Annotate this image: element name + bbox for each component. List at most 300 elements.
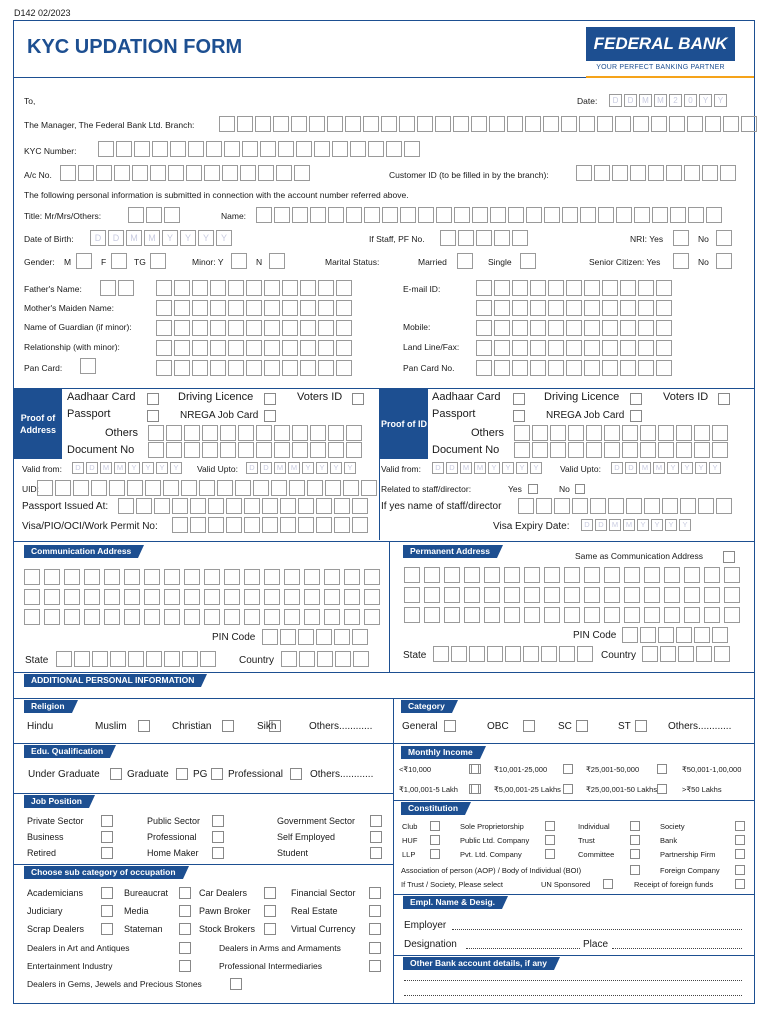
input-box[interactable] [444,567,460,583]
date-char-box[interactable]: M [144,230,160,246]
input-box[interactable] [336,320,352,336]
input-box[interactable] [344,609,360,625]
input-box[interactable] [472,207,488,223]
input-box[interactable] [73,480,89,496]
input-box[interactable] [469,646,485,662]
uid-field[interactable] [37,480,379,496]
poi-nrega-checkbox[interactable] [630,410,642,422]
input-box[interactable] [424,587,440,603]
input-box[interactable] [584,300,600,316]
input-box[interactable] [684,567,700,583]
input-box[interactable] [706,207,722,223]
input-box[interactable] [145,480,161,496]
input-box[interactable] [716,498,732,514]
input-box[interactable] [132,165,148,181]
input-box[interactable] [644,587,660,603]
input-box[interactable] [328,442,344,458]
input-box[interactable] [344,569,360,585]
input-box[interactable] [64,589,80,605]
foreign-checkbox[interactable] [735,865,745,875]
input-box[interactable] [281,651,297,667]
date-char-box[interactable]: D [595,519,607,531]
input-box[interactable] [199,480,215,496]
date-char-box[interactable]: Y [679,519,691,531]
input-box[interactable] [334,517,350,533]
input-box[interactable] [487,646,503,662]
input-box[interactable] [318,360,334,376]
input-box[interactable] [314,141,330,157]
input-box[interactable] [316,629,332,645]
input-box[interactable] [620,360,636,376]
input-box[interactable] [298,517,314,533]
input-box[interactable] [598,207,614,223]
input-box[interactable] [476,300,492,316]
input-box[interactable] [490,207,506,223]
option-checkbox[interactable] [369,905,381,917]
input-box[interactable] [217,480,233,496]
input-box[interactable] [219,116,235,132]
date-char-box[interactable]: Y [198,230,214,246]
input-box[interactable] [457,253,473,269]
input-box[interactable] [224,589,240,605]
date-char-box[interactable]: D [246,462,258,474]
input-box[interactable] [76,253,92,269]
nri-yes-box[interactable] [673,230,691,246]
option-checkbox[interactable] [630,849,640,859]
input-box[interactable] [204,609,220,625]
input-box[interactable] [260,141,276,157]
option-checkbox[interactable] [444,720,456,732]
input-box[interactable] [316,517,332,533]
married-box[interactable] [457,253,475,269]
perm-country-field[interactable] [642,646,732,662]
input-box[interactable] [92,651,108,667]
input-box[interactable] [324,569,340,585]
input-box[interactable] [104,589,120,605]
input-box[interactable] [334,498,350,514]
input-box[interactable] [258,165,274,181]
option-checkbox[interactable] [630,821,640,831]
poi-valid-from-field[interactable] [432,462,544,474]
poa-valid-upto-field[interactable] [246,462,358,474]
input-box[interactable] [273,116,289,132]
input-box[interactable] [346,425,362,441]
input-box[interactable] [566,360,582,376]
input-box[interactable] [332,141,348,157]
input-box[interactable] [346,442,362,458]
input-box[interactable] [84,569,100,585]
input-box[interactable] [44,589,60,605]
input-box[interactable] [192,360,208,376]
input-box[interactable] [604,607,620,623]
date-char-box[interactable]: Y [699,94,712,107]
input-box[interactable] [110,651,126,667]
date-char-box[interactable]: D [260,462,272,474]
option-checkbox[interactable] [138,720,150,732]
input-box[interactable] [616,207,632,223]
input-box[interactable] [166,425,182,441]
input-box[interactable] [417,116,433,132]
comm-pin-field[interactable] [262,629,370,645]
input-box[interactable] [424,567,440,583]
input-box[interactable] [505,646,521,662]
input-box[interactable] [544,567,560,583]
input-box[interactable] [577,646,593,662]
input-box[interactable] [228,360,244,376]
input-box[interactable] [604,442,620,458]
date-char-box[interactable]: Y [530,462,542,474]
poa-driving-checkbox[interactable] [264,393,276,405]
input-box[interactable] [64,569,80,585]
input-box[interactable] [202,425,218,441]
designation-line[interactable] [466,948,580,949]
input-box[interactable] [328,425,344,441]
option-checkbox[interactable] [370,831,382,843]
input-box[interactable] [566,320,582,336]
date-char-box[interactable]: M [460,462,472,474]
date-char-box[interactable]: M [474,462,486,474]
input-box[interactable] [624,607,640,623]
input-box[interactable] [714,646,730,662]
input-box[interactable] [476,280,492,296]
input-box[interactable] [210,340,226,356]
staff-pf-field[interactable] [440,230,530,246]
input-box[interactable] [174,280,190,296]
input-box[interactable] [524,567,540,583]
input-box[interactable] [451,646,467,662]
input-box[interactable] [590,498,606,514]
option-checkbox[interactable] [545,849,555,859]
date-char-box[interactable]: Y [695,462,707,474]
date-char-box[interactable]: Y [502,462,514,474]
input-box[interactable] [156,360,172,376]
input-box[interactable] [84,589,100,605]
input-box[interactable] [620,300,636,316]
input-box[interactable] [166,442,182,458]
input-box[interactable] [694,442,710,458]
input-box[interactable] [238,425,254,441]
option-checkbox[interactable] [370,815,382,827]
option-checkbox[interactable] [211,768,223,780]
input-box[interactable] [544,607,560,623]
input-box[interactable] [156,280,172,296]
input-box[interactable] [678,646,694,662]
input-box[interactable] [741,116,757,132]
input-box[interactable] [256,425,272,441]
input-box[interactable] [544,587,560,603]
input-box[interactable] [712,442,728,458]
date-char-box[interactable]: D [432,462,444,474]
pan-box[interactable] [80,358,98,374]
input-box[interactable] [174,360,190,376]
date-char-box[interactable]: D [611,462,623,474]
input-box[interactable] [208,517,224,533]
input-box[interactable] [548,360,564,376]
input-box[interactable] [435,116,451,132]
input-box[interactable] [325,480,341,496]
option-checkbox[interactable] [101,831,113,843]
poa-others-field[interactable] [148,425,364,441]
input-box[interactable] [604,567,620,583]
option-checkbox[interactable] [264,905,276,917]
input-box[interactable] [156,320,172,336]
input-box[interactable] [310,442,326,458]
input-box[interactable] [584,567,600,583]
input-box[interactable] [530,320,546,336]
input-box[interactable] [664,567,680,583]
input-box[interactable] [264,280,280,296]
input-box[interactable] [256,442,272,458]
input-box[interactable] [512,340,528,356]
input-box[interactable] [144,609,160,625]
input-box[interactable] [724,587,740,603]
input-box[interactable] [494,280,510,296]
input-box[interactable] [224,141,240,157]
option-checkbox[interactable] [430,849,440,859]
input-box[interactable] [404,141,420,157]
input-box[interactable] [164,569,180,585]
input-box[interactable] [24,569,40,585]
input-box[interactable] [543,116,559,132]
input-box[interactable] [56,651,72,667]
input-box[interactable] [634,207,650,223]
input-box[interactable] [235,480,251,496]
input-box[interactable] [222,165,238,181]
input-box[interactable] [255,116,271,132]
input-box[interactable] [246,320,262,336]
input-box[interactable] [184,589,200,605]
input-box[interactable] [612,165,628,181]
input-box[interactable] [264,609,280,625]
input-box[interactable] [624,567,640,583]
input-box[interactable] [60,165,76,181]
senior-no-box[interactable] [716,253,734,269]
date-char-box[interactable]: D [72,462,84,474]
option-checkbox[interactable] [176,768,188,780]
input-box[interactable] [656,340,672,356]
input-box[interactable] [566,340,582,356]
input-box[interactable] [694,627,710,643]
input-box[interactable] [118,280,134,296]
input-box[interactable] [564,567,580,583]
input-box[interactable] [548,320,564,336]
input-box[interactable] [656,320,672,336]
input-box[interactable] [206,141,222,157]
date-char-box[interactable]: Y [714,94,727,107]
input-box[interactable] [128,651,144,667]
input-box[interactable] [280,498,296,514]
input-box[interactable] [604,587,620,603]
input-box[interactable] [615,116,631,132]
input-box[interactable] [562,207,578,223]
visa-field[interactable] [172,517,370,533]
input-box[interactable] [673,253,689,269]
input-box[interactable] [318,320,334,336]
input-box[interactable] [324,589,340,605]
input-box[interactable] [253,480,269,496]
input-box[interactable] [640,425,656,441]
input-box[interactable] [336,300,352,316]
option-checkbox[interactable] [735,849,745,859]
related-yes-checkbox[interactable] [528,484,538,494]
input-box[interactable] [327,116,343,132]
option-checkbox[interactable] [264,887,276,899]
sub-art-checkbox[interactable] [179,942,191,954]
input-box[interactable] [304,609,320,625]
date-char-box[interactable]: M [288,462,300,474]
input-box[interactable] [444,587,460,603]
option-checkbox[interactable] [110,768,122,780]
input-box[interactable] [476,230,492,246]
input-box[interactable] [300,340,316,356]
input-box[interactable] [494,340,510,356]
date-char-box[interactable]: Y [665,519,677,531]
input-box[interactable] [602,300,618,316]
minor-y-box[interactable] [231,253,249,269]
input-box[interactable] [638,360,654,376]
input-box[interactable] [244,517,260,533]
input-box[interactable] [458,230,474,246]
input-box[interactable] [150,165,166,181]
input-box[interactable] [316,498,332,514]
name-field[interactable] [256,207,724,223]
input-box[interactable] [298,629,314,645]
input-box[interactable] [702,165,718,181]
input-box[interactable] [532,425,548,441]
input-box[interactable] [276,165,292,181]
dob-field[interactable] [90,230,234,246]
input-box[interactable] [271,480,287,496]
input-box[interactable] [716,230,732,246]
date-char-box[interactable]: M [274,462,286,474]
input-box[interactable] [602,340,618,356]
input-box[interactable] [584,340,600,356]
input-box[interactable] [304,569,320,585]
date-char-box[interactable]: M [623,519,635,531]
input-box[interactable] [345,116,361,132]
input-box[interactable] [148,442,164,458]
date-char-box[interactable]: Y [681,462,693,474]
input-box[interactable] [656,280,672,296]
input-box[interactable] [584,360,600,376]
input-box[interactable] [164,207,180,223]
input-box[interactable] [220,442,236,458]
input-box[interactable] [174,300,190,316]
input-box[interactable] [597,116,613,132]
input-box[interactable] [353,651,369,667]
input-box[interactable] [433,646,449,662]
input-box[interactable] [568,442,584,458]
date-char-box[interactable]: Y [142,462,154,474]
input-box[interactable] [512,300,528,316]
input-box[interactable] [184,442,200,458]
input-box[interactable] [37,480,53,496]
input-box[interactable] [673,230,689,246]
input-box[interactable] [548,300,564,316]
option-checkbox[interactable] [179,905,191,917]
staff-name-field[interactable] [518,498,734,514]
input-box[interactable] [704,567,720,583]
input-box[interactable] [712,425,728,441]
input-box[interactable] [44,609,60,625]
date-char-box[interactable]: D [581,519,593,531]
input-box[interactable] [704,607,720,623]
input-box[interactable] [532,442,548,458]
input-box[interactable] [638,320,654,336]
input-box[interactable] [471,116,487,132]
input-box[interactable] [104,609,120,625]
input-box[interactable] [346,207,362,223]
date-char-box[interactable]: D [446,462,458,474]
date-char-box[interactable]: Y [128,462,140,474]
input-box[interactable] [190,517,206,533]
option-checkbox[interactable] [101,887,113,899]
input-box[interactable] [294,165,310,181]
input-box[interactable] [656,360,672,376]
date-char-box[interactable]: Y [344,462,356,474]
input-box[interactable] [84,609,100,625]
input-box[interactable] [242,141,258,157]
input-box[interactable] [512,360,528,376]
input-box[interactable] [74,651,90,667]
input-box[interactable] [687,116,703,132]
input-box[interactable] [336,340,352,356]
input-box[interactable] [204,165,220,181]
input-box[interactable] [720,165,736,181]
date-char-box[interactable]: 0 [684,94,697,107]
father-field[interactable] [100,280,136,296]
input-box[interactable] [561,116,577,132]
option-checkbox[interactable] [179,887,191,899]
input-box[interactable] [664,587,680,603]
input-box[interactable] [523,646,539,662]
option-checkbox[interactable] [576,720,588,732]
input-box[interactable] [78,165,94,181]
input-box[interactable] [386,141,402,157]
input-box[interactable] [104,569,120,585]
input-box[interactable] [200,651,216,667]
input-box[interactable] [237,116,253,132]
input-box[interactable] [676,627,692,643]
input-box[interactable] [146,651,162,667]
input-box[interactable] [716,253,732,269]
input-box[interactable] [298,498,314,514]
input-box[interactable] [172,498,188,514]
input-box[interactable] [300,320,316,336]
option-checkbox[interactable] [264,923,276,935]
date-char-box[interactable]: Y [667,462,679,474]
input-box[interactable] [184,609,200,625]
visa-expiry-field[interactable] [581,519,693,531]
date-char-box[interactable]: M [654,94,667,107]
input-box[interactable] [210,360,226,376]
place-line[interactable] [612,948,742,949]
input-box[interactable] [638,300,654,316]
income-option-checkbox[interactable] [471,764,481,774]
option-checkbox[interactable] [430,835,440,845]
input-box[interactable] [484,567,500,583]
date-char-box[interactable]: Y [156,462,168,474]
input-box[interactable] [382,207,398,223]
input-box[interactable] [644,607,660,623]
input-box[interactable] [228,340,244,356]
input-box[interactable] [626,498,642,514]
input-box[interactable] [274,207,290,223]
input-box[interactable] [550,442,566,458]
input-box[interactable] [559,646,575,662]
input-box[interactable] [202,442,218,458]
option-checkbox[interactable] [735,835,745,845]
